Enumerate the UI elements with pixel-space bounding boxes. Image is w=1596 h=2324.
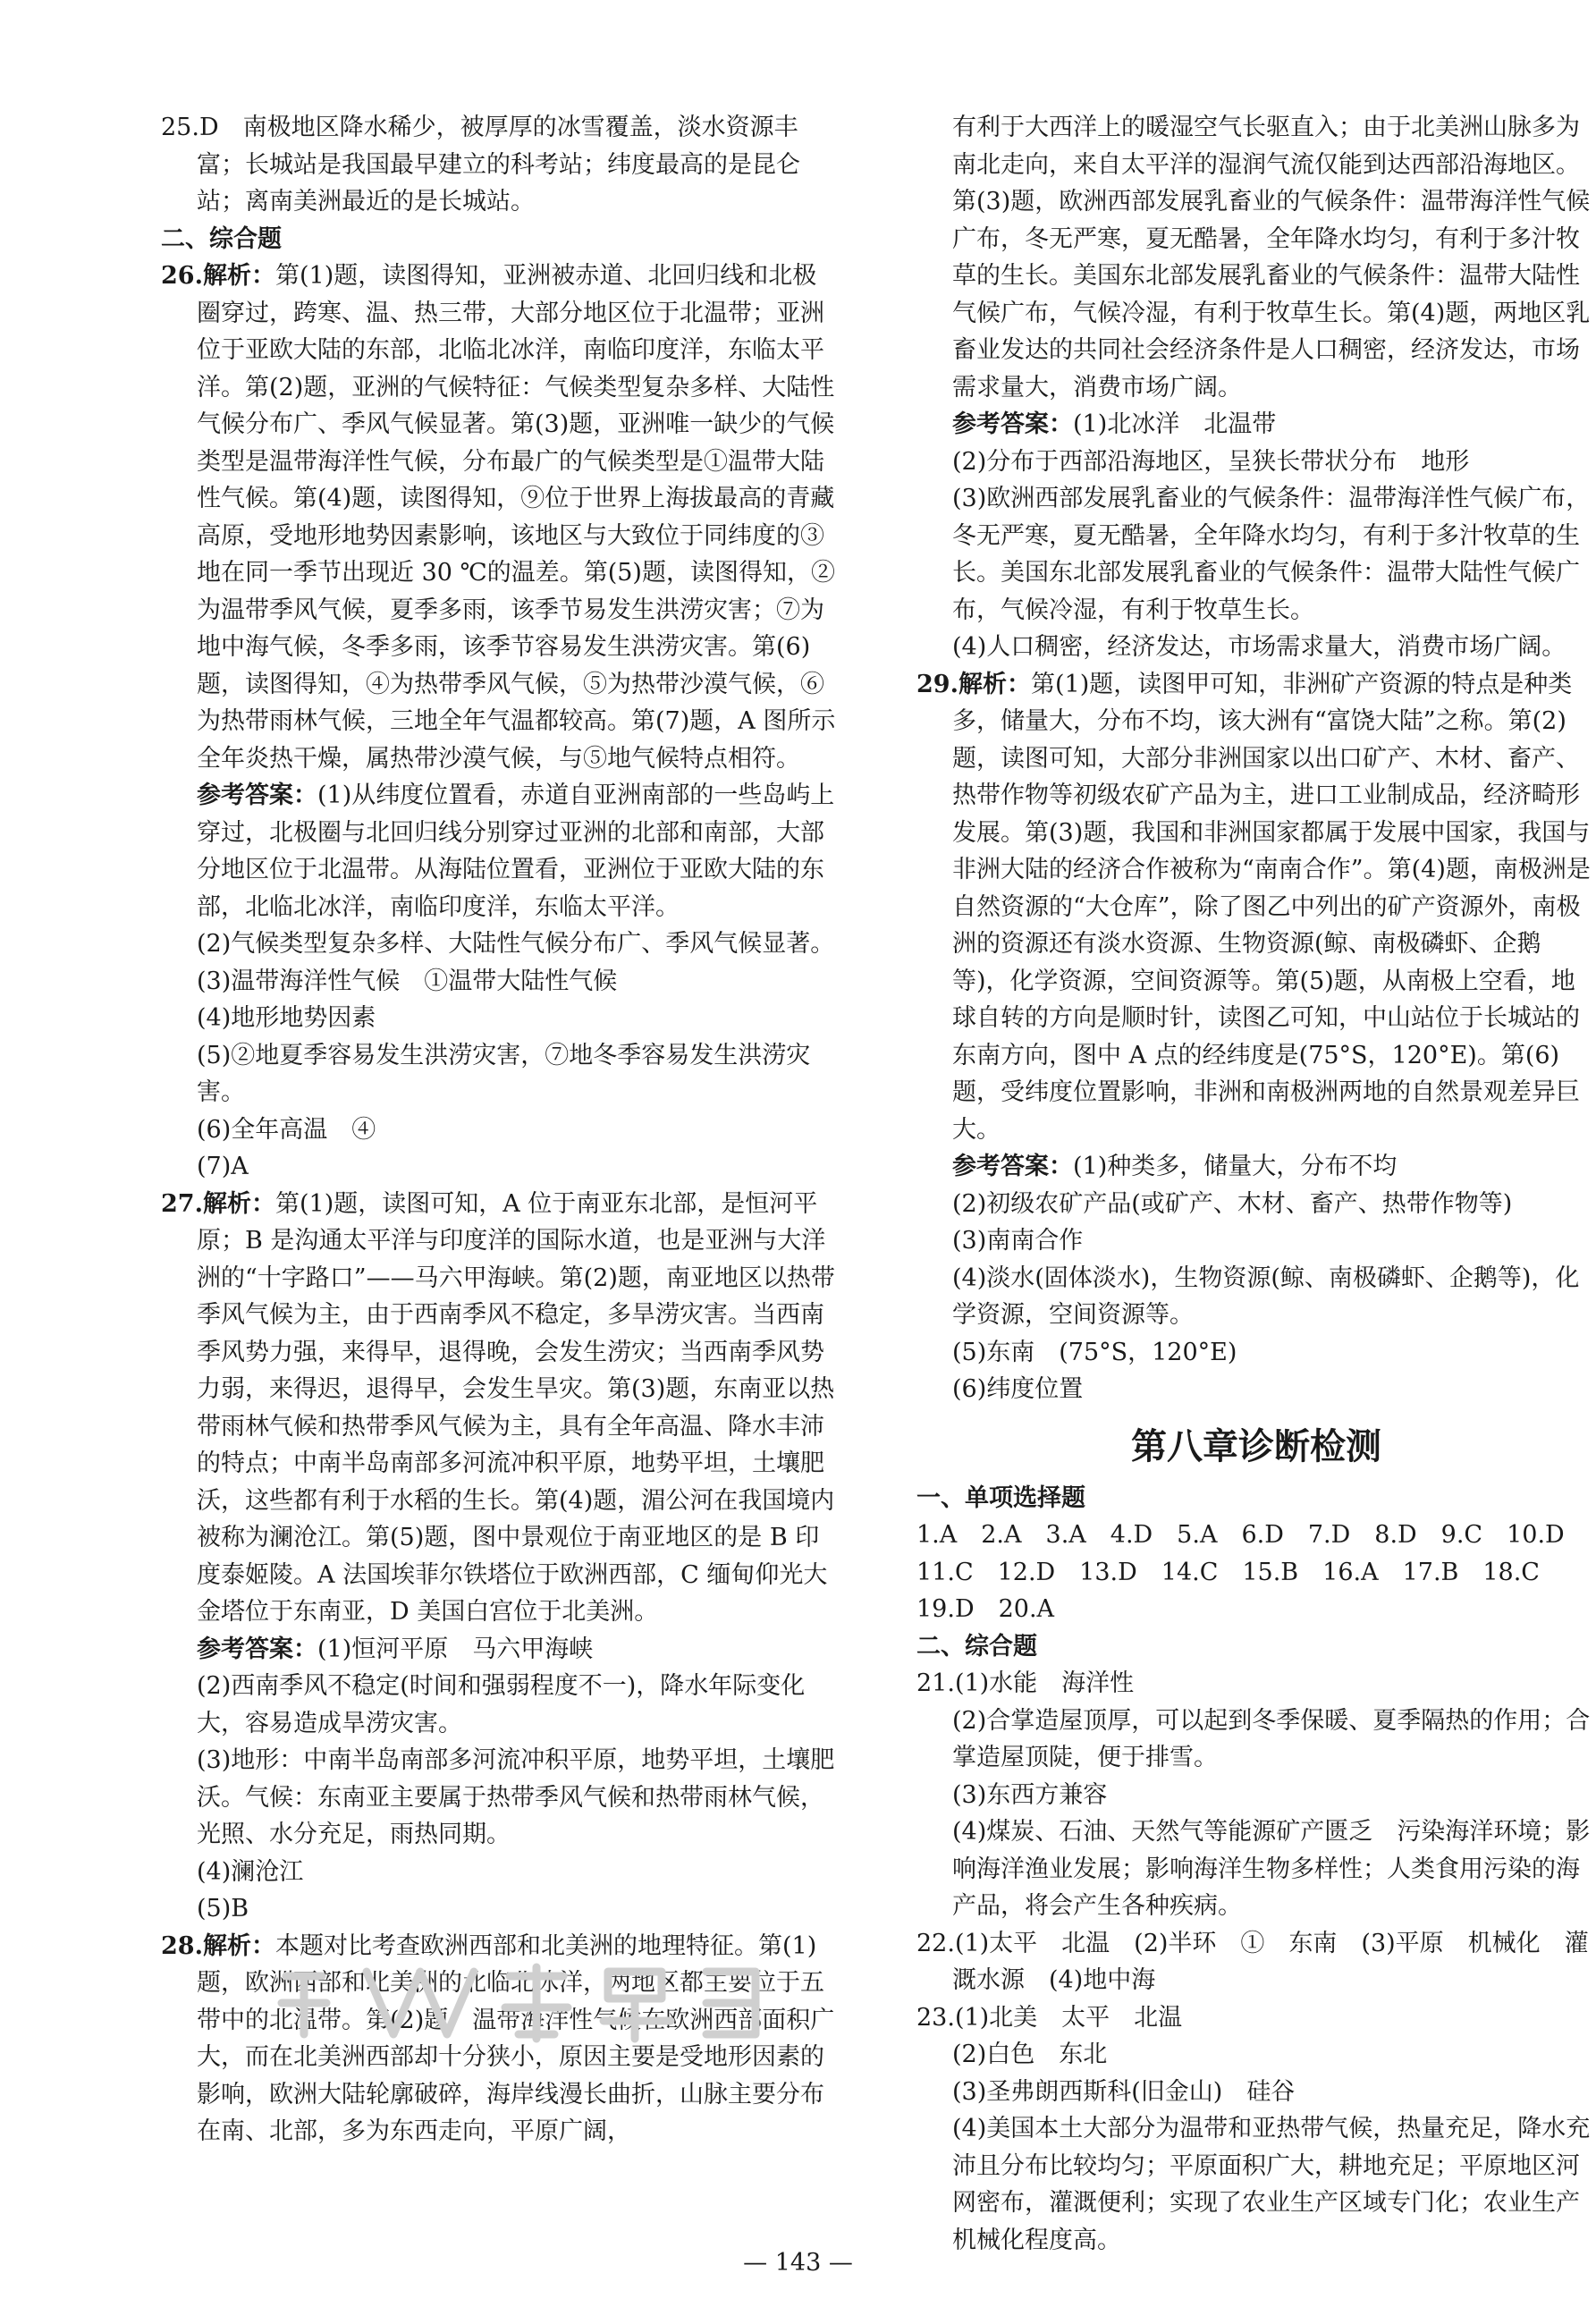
paragraph: [916, 1813, 1596, 1925]
paragraph: [916, 1260, 1596, 1334]
paragraph: [916, 1665, 1596, 1703]
page-number: — 143 —: [743, 2249, 853, 2277]
paragraph-label: 28.解析：: [161, 1931, 275, 1960]
paragraph-text: (1)从纬度位置看，赤道自亚洲南部的一些岛屿上穿过，北极圈与北回归线分别穿过亚洲的北部和南部，大部分地区位于北温带。从海陆位置看，亚洲位于亚欧大陆的东部，北临北冰洋，南临印度洋，东临太平洋。: [197, 782, 835, 921]
paragraph-text: (1)恒河平原 马六甲海峡: [317, 1635, 594, 1663]
paragraph: [916, 480, 1596, 629]
paragraph-text: (2)西南季风不稳定(时间和强弱程度不一)，降水年际变化大，容易造成旱涝灾害。: [197, 1672, 806, 1737]
paragraph-text: (7)A: [197, 1153, 249, 1180]
paragraph: [916, 1925, 1596, 1999]
paragraph-text: (2)白色 东北: [952, 2041, 1108, 2068]
paragraph-text: (5)B: [197, 1895, 249, 1923]
paragraph-text: (2)气候类型复杂多样、大陆性气候分布广、季风气候显著。: [197, 930, 835, 958]
chapter-title: [916, 1416, 1596, 1478]
paragraph: [916, 2074, 1596, 2111]
paragraph-text: (1)种类多，储量大，分布不均: [1073, 1153, 1398, 1180]
paragraph: [161, 1742, 840, 1854]
paragraph-text: 有利于大西洋上的暖湿空气长驱直入；由于北美洲山脉多为南北走向，来自太平洋的湿润气流仅能到达西部沿海地区。第(3)题，欧洲西部发展乳畜业的气候条件：温带海洋性气候广布，冬无严寒，夏无酷暑，全年降水均匀，有利于多汁牧草的生长。美国东北部发展乳畜业的气候条件：温带大陆性气候广布，气候冷湿，有利于牧草生长。第(4)题，两地区乳畜业发达的共同社会经济条件是人口稠密，经济发达，市场需求量大，消费市场广阔。: [952, 114, 1591, 401]
paragraph-label: 参考答案：: [197, 1635, 317, 1663]
paragraph-text: (3)南南合作: [952, 1227, 1084, 1255]
paragraph-text: (4)地形地势因素: [197, 1004, 376, 1032]
paragraph-label: 26.解析：: [161, 262, 275, 290]
paragraph: [916, 666, 1596, 1149]
paragraph-label: 参考答案：: [952, 410, 1073, 438]
paragraph-text: 二、综合题: [916, 1632, 1037, 1661]
right-column: [916, 109, 1596, 2259]
paragraph: [161, 1631, 840, 1669]
paragraph-text: (4)澜沧江: [197, 1857, 304, 1886]
paragraph: [161, 963, 840, 1001]
paragraph-text: 19.D 20.A: [916, 1595, 1055, 1623]
paragraph-label: 参考答案：: [197, 782, 317, 809]
paragraph: [916, 1703, 1596, 1777]
paragraph-text: (6)全年高温 ④: [197, 1115, 376, 1144]
paragraph-label: 27.解析：: [161, 1189, 275, 1218]
answer-key-row: [916, 1554, 1596, 1592]
paragraph-text: (3)东西方兼容: [952, 1780, 1108, 1809]
paragraph: [161, 1668, 840, 1742]
paragraph: [916, 1186, 1596, 1223]
paragraph-text: 22.(1)太平 北温 (2)半环 ① 东南 (3)平原 机械化 灌溉水源 (4)地中海: [916, 1929, 1589, 1994]
paragraph-text: (2)分布于西部沿海地区，呈狭长带状分布 地形: [952, 447, 1470, 476]
paragraph-text: (4)美国本土大部分为温带和亚热带气候，热量充足，降水充沛且分布比较均匀；平原面积广大，耕地充足；平原地区河网密布，灌溉便利；实现了农业生产区域专门化；农业生产机械化程度高。: [952, 2115, 1591, 2254]
paragraph: [161, 258, 840, 777]
paragraph-text: 1.A 2.A 3.A 4.D 5.A 6.D 7.D 8.D 9.C 10.D: [916, 1521, 1565, 1549]
paragraph: [161, 1186, 840, 1631]
paragraph: [161, 1037, 840, 1111]
paragraph: [916, 406, 1596, 444]
paragraph-text: (3)温带海洋性气候 ①温带大陆性气候: [197, 967, 618, 995]
paragraph-text: 第(1)题，读图可知，A 位于南亚东北部，是恒河平原；B 是沟通太平洋与印度洋的国际水道，也是亚洲与大洋洲的“十字路口”——马六甲海峡。第(2)题，南亚地区以热带季风气候为主，由于西南季风不稳定，多旱涝灾害。当西南季风势力强，来得早，退得晚，会发生涝灾；当西南季风势力弱，来得迟，退得早，会发生旱灾。第(3)题，东南亚以热带雨林气候和热带季风气候为主，具有全年高温、降水丰沛的特点；中南半岛南部多河流冲积平原，地势平坦，土壤肥沃，这些都有利于水稻的生长。第(4)题，湄公河在我国境内被称为澜沧江。第(5)题，图中景观位于南亚地区的是 B 印度泰姬陵。A 法国埃菲尔铁塔位于欧洲西部，C 缅甸仰光大金塔位于东南亚，D 美国白宫位于北美洲。: [197, 1189, 835, 1626]
paragraph-text: (1)北冰洋 北温带: [1073, 410, 1277, 438]
paragraph-text: 25.D 南极地区降水稀少，被厚厚的冰雪覆盖，淡水资源丰富；长城站是我国最早建立的科考站；纬度最高的是昆仑站；离南美洲最近的是长城站。: [161, 114, 800, 215]
paragraph: [916, 1999, 1596, 2037]
section-heading: [916, 1628, 1596, 1666]
paragraph: [916, 1222, 1596, 1260]
paragraph: [916, 629, 1596, 666]
paragraph: [161, 109, 840, 221]
paragraph-text: (4)淡水(固体淡水)，生物资源(鲸、南极磷虾、企鹅等)，化学资源，空间资源等。: [952, 1263, 1580, 1329]
section-heading: [916, 1480, 1596, 1517]
paragraph: [161, 1854, 840, 1891]
paragraph: [161, 1111, 840, 1149]
paragraph-text: (3)地形：中南半岛南部多河流冲积平原，地势平坦，土壤肥沃。气候：东南亚主要属于热带季风气候和热带雨林气候，光照、水分充足，雨热同期。: [197, 1746, 835, 1848]
paragraph-text: (2)合掌造屋顶厚，可以起到冬季保暖、夏季隔热的作用；合掌造屋顶陡，便于排雪。: [952, 1706, 1591, 1771]
paragraph: [916, 2036, 1596, 2074]
paragraph: [916, 1148, 1596, 1186]
answer-key-row: [916, 1591, 1596, 1628]
paragraph-text: 21.(1)水能 海洋性: [916, 1669, 1135, 1697]
paragraph-label: 29.解析：: [916, 670, 1031, 698]
paragraph: [161, 925, 840, 963]
paragraph-text: (4)煤炭、石油、天然气等能源矿产匮乏 污染海洋环境；影响海洋渔业发展；影响海洋生物多样性；人类食用污染的海产品，将会产生各种疾病。: [952, 1818, 1591, 1920]
paragraph-text: 第(1)题，读图甲可知，非洲矿产资源的特点是种类多，储量大，分布不均，该大洲有“富饶大陆”之称。第(2)题，读图可知，大部分非洲国家以出口矿产、木材、畜产、热带作物等初级农矿产品为主，进口工业制成品，经济畸形发展。第(3)题，我国和非洲国家都属于发展中国家，我国与非洲大陆的经济合作被称为“南南合作”。第(4)题，南极洲是自然资源的“大仓库”，除了图乙中列出的矿产资源外，南极洲的资源还有淡水资源、生物资源(鲸、南极磷虾、企鹅等)，化学资源，空间资源等。第(5)题，从南极上空看，地球自转的方向是顺时针，读图乙可知，中山站位于长城站的东南方向，图中 A 点的经纬度是(75°S，120°E)。第(6)题，受纬度位置影响，非洲和南极洲两地的自然景观差异巨大。: [952, 670, 1591, 1144]
answer-key-row: [916, 1517, 1596, 1554]
paragraph: [161, 1890, 840, 1928]
paragraph: [916, 1334, 1596, 1372]
paragraph-text: (3)圣弗朗西斯科(旧金山) 硅谷: [952, 2077, 1296, 2106]
paragraph: [916, 2110, 1596, 2259]
paragraph: [916, 1777, 1596, 1814]
paragraph-text: 11.C 12.D 13.D 14.C 15.B 16.A 17.B 18.C: [916, 1558, 1540, 1586]
paragraph-text: (5)东南 (75°S，120°E): [952, 1338, 1237, 1366]
paragraph-text: (4)人口稠密，经济发达，市场需求量大，消费市场广阔。: [952, 633, 1566, 661]
paragraph: [161, 777, 840, 925]
paragraph-text: 一、单项选择题: [916, 1483, 1085, 1512]
paragraph-text: (6)纬度位置: [952, 1375, 1084, 1403]
paragraph-text: (2)初级农矿产品(或矿产、木材、畜产、热带作物等): [952, 1189, 1513, 1218]
paragraph-text: 第八章诊断检测: [1131, 1424, 1381, 1467]
paragraph: [161, 1000, 840, 1037]
section-heading: [161, 221, 840, 258]
left-column: [161, 109, 840, 2151]
paragraph: [916, 109, 1596, 406]
paragraph-text: (5)②地夏季容易发生洪涝灾害，⑦地冬季容易发生洪涝灾害。: [197, 1041, 811, 1106]
paragraph-text: 二、综合题: [161, 224, 282, 253]
paragraph-text: 第(1)题，读图得知，亚洲被赤道、北回归线和北极圈穿过，跨寒、温、热三带，大部分地区位于北温带；亚洲位于亚欧大陆的东部，北临北冰洋，南临印度洋，东临太平洋。第(2)题，亚洲的气候特征：气候类型复杂多样、大陆性气候分布广、季风气候显著。第(3)题，亚洲唯一缺少的气候类型是温带海洋性气候，分布最广的气候类型是①温带大陆性气候。第(4)题，读图得知，⑨位于世界上海拔最高的青藏高原，受地形地势因素影响，该地区与大致位于同纬度的③地在同一季节出现近 30 ℃的温差。第(5)题，读图得知，②为温带季风气候，夏季多雨，该季节易发生洪涝灾害；⑦为地中海气候，冬季多雨，该季节容易发生洪涝灾害。第(6)题，读图得知，④为热带季风气候，⑤为热带沙漠气候，⑥为热带雨林气候，三地全年气温都较高。第(7)题，A 图所示全年炎热干燥，属热带沙漠气候，与⑤地气候特点相符。: [197, 262, 836, 773]
paragraph: [916, 1371, 1596, 1408]
paragraph-text: (3)欧洲西部发展乳畜业的气候条件：温带海洋性气候广布，冬无严寒，夏无酷暑，全年降水均匀，有利于多汁牧草的生长。美国东北部发展乳畜业的气候条件：温带大陆性气候广布，气候冷湿，有利于牧草生长。: [952, 485, 1591, 624]
paragraph: [916, 444, 1596, 481]
watermark-logo: [268, 1949, 769, 2048]
paragraph-text: 本题对比考查欧洲西部和北美洲的地理特征。第(1)题，欧洲西部和北美洲的北临北冰洋，两地区都主要位于五带中的北温带。第(2)题，温带海洋性气候在欧洲西部面积广大，而在北美洲西部却十分狭小，原因主要是受地形因素的影响，欧洲大陆轮廓破碎，海岸线漫长曲折，山脉主要分布在南、北部，多为东西走向，平原广阔，: [197, 1931, 835, 2145]
paragraph-label: 参考答案：: [952, 1153, 1073, 1180]
paragraph: [161, 1148, 840, 1186]
paragraph-text: 23.(1)北美 太平 北温: [916, 2003, 1183, 2032]
